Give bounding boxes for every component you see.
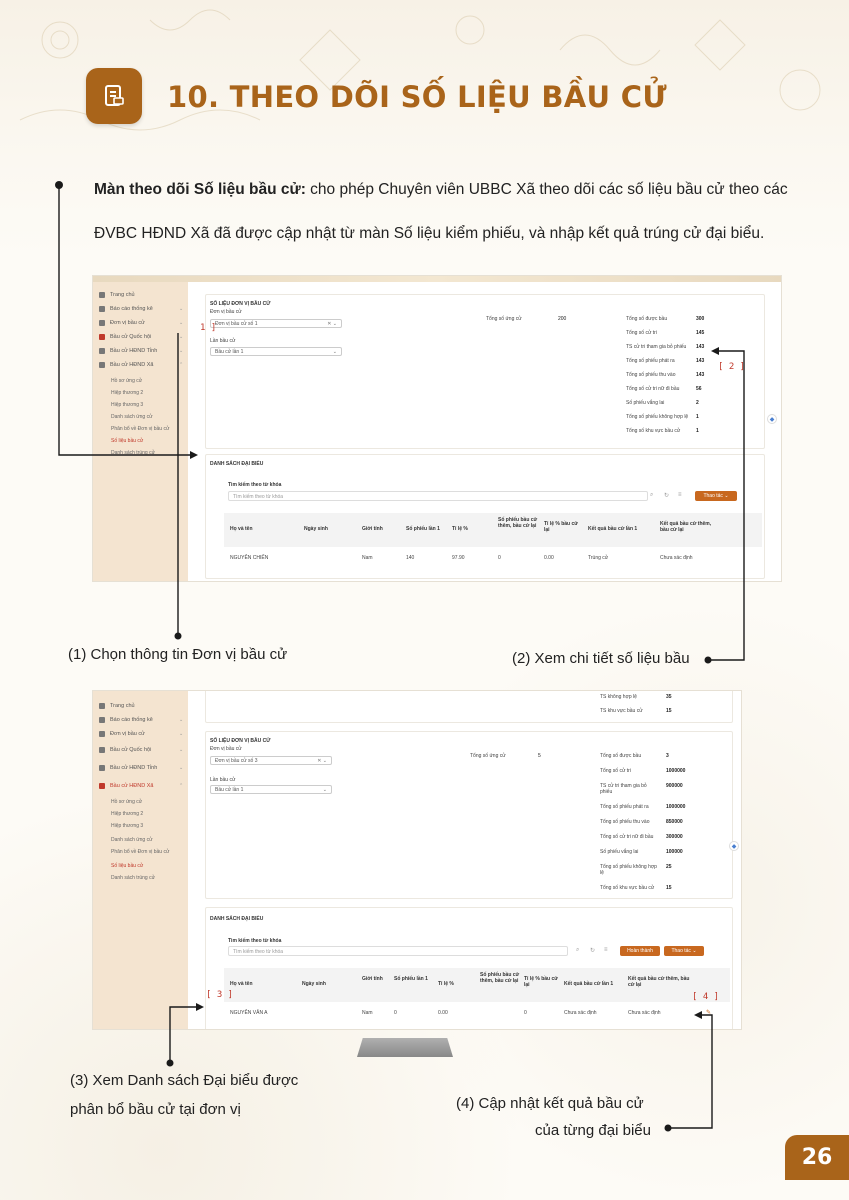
stat-label: Tổng số được bầu <box>600 753 642 759</box>
chevron-down-icon: ⌄ <box>179 746 184 753</box>
caption-4-line-1: (4) Cập nhật kết quả bầu cử <box>456 1095 644 1112</box>
help-icon[interactable]: ◆ <box>767 414 777 424</box>
sidebar-item-national[interactable]: Bầu cử Quốc hội ⌄ <box>99 332 151 341</box>
clear-chevron-icon: ✕ ⌄ <box>317 758 327 764</box>
chart-icon <box>99 717 105 723</box>
search-label: Tìm kiếm theo từ khóa <box>228 938 282 944</box>
stat-value: 100000 <box>666 849 683 855</box>
search-icon[interactable]: ⌕ <box>576 947 580 953</box>
previous-stats-panel <box>205 690 733 723</box>
chevron-down-icon: ⌄ <box>179 305 184 312</box>
sidebar-sub-item[interactable]: Phân bổ về Đơn vị bầu cử <box>111 426 170 432</box>
chart-icon <box>99 306 105 312</box>
grid-icon <box>99 348 105 354</box>
grid-icon <box>99 334 105 340</box>
table-cell: 0 <box>498 555 501 561</box>
sidebar-sub-item-active[interactable]: Số liệu bầu cử <box>111 863 144 869</box>
table-cell: 97.90 <box>452 555 465 561</box>
page-number: 26 <box>785 1135 849 1180</box>
stat-label: Tổng số cử tri <box>600 768 631 774</box>
step-tag-2: [ 2 ] <box>718 362 746 372</box>
intro-paragraph <box>94 168 824 256</box>
unit-label: Đơn vị bầu cử <box>210 746 242 752</box>
col-header: Giới tính <box>362 526 383 532</box>
page-title: 10. THEO DÕI SỐ LIỆU BẦU CỬ <box>167 80 667 114</box>
table-cell: Chưa xác định <box>660 555 693 561</box>
stat-label: Tổng số cử tri nữ đi bầu <box>600 834 654 840</box>
col-header: Tỉ lệ % bầu cử lại <box>524 976 558 988</box>
sidebar-item-province[interactable]: Bầu cử HĐND Tỉnh ⌄ <box>99 346 157 355</box>
candidates-label: Tổng số ứng cử <box>470 753 506 759</box>
caption-2: (2) Xem chi tiết số liệu bầu <box>512 650 690 667</box>
col-header: Kết quả bầu cử thêm, bầu cử lại <box>660 521 712 533</box>
help-icon[interactable]: ◆ <box>729 841 739 851</box>
col-header: Số phiếu bầu cử thêm, bầu cử lại <box>498 517 538 529</box>
actions-button[interactable]: Thao tác ⌄ <box>695 491 737 501</box>
table-cell: Trúng cử <box>588 555 609 561</box>
stat-label: Tổng số cử tri <box>626 330 657 336</box>
col-header: Ngày sinh <box>304 526 328 532</box>
stat-value: 56 <box>696 386 702 392</box>
stat-value: 1000000 <box>666 804 686 810</box>
chevron-down-icon: ⌄ <box>179 716 184 723</box>
sidebar-item-units[interactable]: Đơn vị bầu cử ⌄ <box>99 729 145 738</box>
grid-icon <box>99 731 105 737</box>
col-header: Ngày sinh <box>302 981 326 987</box>
chevron-down-icon: ⌄ <box>179 764 184 771</box>
chevron-down-icon: ⌄ <box>332 349 337 355</box>
stat-value: 900000 <box>666 783 683 789</box>
step-tag-1: 1 ] <box>200 323 217 333</box>
sidebar-item-home[interactable]: Trang chủ <box>99 290 135 299</box>
sidebar <box>93 691 188 1029</box>
col-header: Kết quả bầu cử lần 1 <box>588 526 638 532</box>
stat-value: 2 <box>696 400 699 406</box>
stat-value: 300 <box>696 316 705 322</box>
chevron-down-icon: ⌄ <box>322 787 327 793</box>
sidebar-sub-item[interactable]: Danh sách trúng cử <box>111 450 155 456</box>
edit-icon[interactable]: ✎ <box>706 1010 712 1016</box>
stat-label: TS không hợp lệ <box>600 694 637 700</box>
caption-3-line-1: (3) Xem Danh sách Đại biểu được <box>70 1072 299 1089</box>
chevron-down-icon: ⌄ <box>179 347 184 354</box>
stats-panel <box>205 731 733 899</box>
sidebar-item-province[interactable]: Bầu cử HĐND Tỉnh ⌄ <box>99 763 157 772</box>
clear-chevron-icon: ✕ ⌄ <box>327 321 337 327</box>
table-cell: NGUYỄN CHIẾN <box>230 555 269 561</box>
stat-value: 1000000 <box>666 768 686 774</box>
col-header: Tỉ lệ % bầu cử lại <box>544 521 578 533</box>
stat-value: 300000 <box>666 834 683 840</box>
bullet-dot <box>55 181 63 189</box>
columns-icon[interactable]: ≡ <box>604 947 608 953</box>
actions-button[interactable]: Thao tác ⌄ <box>664 946 704 956</box>
document-edit-icon <box>86 68 142 124</box>
stat-value: 35 <box>666 694 672 700</box>
table-cell: 0 <box>524 1010 527 1016</box>
stats-panel <box>205 294 765 449</box>
stat-value: 145 <box>696 330 705 336</box>
stat-value: 850000 <box>666 819 683 825</box>
table-cell: Nam <box>362 555 373 561</box>
sidebar-sub-item[interactable]: Danh sách trúng cử <box>111 875 155 881</box>
stat-value: 143 <box>696 372 705 378</box>
step-tag-3: [ 3 ] <box>206 990 234 1000</box>
grid-icon <box>99 362 105 368</box>
complete-button[interactable]: Hoàn thành <box>620 946 660 956</box>
col-header: Tỉ lệ % <box>438 981 454 987</box>
delegate-list-panel <box>205 454 765 579</box>
list-title: DANH SÁCH ĐẠI BIỂU <box>210 916 264 922</box>
sidebar <box>93 282 188 581</box>
stat-label: Tổng số khu vực bầu cử <box>600 885 655 891</box>
grid-icon <box>99 320 105 326</box>
chevron-up-icon: ⌃ <box>179 782 184 789</box>
table-cell: Nam <box>362 1010 373 1016</box>
columns-icon[interactable]: ≡ <box>678 492 682 498</box>
col-header: Số phiếu lần 1 <box>394 976 428 982</box>
round-select[interactable]: Bầu cử lần 1 ⌄ <box>210 785 332 794</box>
stat-value: 143 <box>696 358 705 364</box>
stat-label: TS khu vực bầu cử <box>600 708 643 714</box>
col-header: Họ và tên <box>230 981 253 987</box>
stat-label: Tổng số phiếu không hợp lệ <box>600 864 657 876</box>
stat-value: 15 <box>666 708 672 714</box>
stat-label: Tổng số khu vực bầu cử <box>626 428 681 434</box>
section-title: SỐ LIỆU ĐƠN VỊ BẦU CỬ <box>210 738 271 744</box>
grid-icon <box>99 747 105 753</box>
grid-icon <box>99 765 105 771</box>
app-topbar <box>93 276 781 282</box>
candidates-label: Tổng số ứng cử <box>486 316 522 322</box>
grid-icon <box>99 783 105 789</box>
chevron-down-icon: ⌄ <box>179 319 184 326</box>
sidebar-item-home[interactable]: Trang chủ <box>99 701 135 710</box>
home-icon <box>99 292 105 298</box>
refresh-icon[interactable]: ↻ <box>590 948 596 954</box>
list-title: DANH SÁCH ĐẠI BIỂU <box>210 461 264 467</box>
stat-label: Tổng số phiếu thu vào <box>600 819 650 825</box>
table-cell: 140 <box>406 555 415 561</box>
caption-4-line-2: của từng đại biểu <box>535 1122 651 1139</box>
table-cell: Chưa xác định <box>628 1010 661 1016</box>
stat-label: Số phiếu vắng lai <box>600 849 639 855</box>
sidebar-sub-item[interactable]: Hiệp thương 3 <box>111 402 144 408</box>
table-cell: 0 <box>394 1010 397 1016</box>
stat-value: 143 <box>696 344 705 350</box>
sidebar-item-national[interactable]: Bầu cử Quốc hội ⌄ <box>99 745 151 754</box>
stat-value: 25 <box>666 864 672 870</box>
sidebar-sub-item[interactable]: Danh sách ứng cử <box>111 414 153 420</box>
col-header: Số phiếu bầu cử thêm, bầu cử lại <box>480 972 520 984</box>
sidebar-sub-item-active[interactable]: Số liệu bầu cử <box>111 438 144 444</box>
col-header: Tỉ lệ % <box>452 526 468 532</box>
home-icon <box>99 703 105 709</box>
table-cell: 0.00 <box>544 555 554 561</box>
round-label: Lần bầu cử <box>210 777 236 783</box>
delegate-list-panel <box>205 907 733 1030</box>
stat-label: Tổng số phiếu không hợp lệ <box>626 414 689 420</box>
scroll-indicator <box>357 1038 453 1057</box>
stat-value: 3 <box>666 753 669 759</box>
sidebar-sub-item[interactable]: Hiệp thương 3 <box>111 823 144 829</box>
screenshot-2 <box>92 690 742 1030</box>
step-tag-4: [ 4 ] <box>692 992 720 1002</box>
intro-bold: Màn theo dõi Số liệu bầu cử: <box>94 181 306 198</box>
candidates-value: 5 <box>538 753 541 759</box>
unit-label: Đơn vị bầu cử <box>210 309 242 315</box>
sidebar-item-commune[interactable]: Bầu cử HĐND Xã ⌃ <box>99 360 153 369</box>
intro-text: cho phép Chuyên viên UBBC Xã theo dõi các số liệu bầu cử theo các ĐVBC HĐND Xã đã được cập nhật từ màn Số liệu kiểm phiếu, và nhập kết quả trúng cử đại biểu. <box>94 181 788 242</box>
col-header: Kết quả bầu cử lần 1 <box>564 981 614 987</box>
unit-select[interactable]: Đơn vị bầu cử số 3 ✕ ⌄ <box>210 756 332 765</box>
sidebar-sub-item[interactable]: Hồ sơ ứng cử <box>111 799 143 805</box>
col-header: Số phiếu lần 1 <box>406 526 440 532</box>
round-select[interactable]: Bầu cử lần 1 ⌄ <box>210 347 342 356</box>
stat-value: 1 <box>696 414 699 420</box>
caption-3-line-2: phân bổ bầu cử tại đơn vị <box>70 1101 241 1118</box>
refresh-icon[interactable]: ↻ <box>664 493 670 499</box>
sidebar-sub-item[interactable]: Danh sách ứng cử <box>111 837 153 843</box>
stat-label: Tổng số phiếu thu vào <box>626 372 676 378</box>
chevron-down-icon: ⌄ <box>179 730 184 737</box>
table-cell: NGUYỄN VĂN A <box>230 1010 268 1016</box>
chevron-up-icon: ⌃ <box>179 361 184 368</box>
table-cell: 0.00 <box>438 1010 448 1016</box>
stat-value: 1 <box>696 428 699 434</box>
sidebar-item-reports[interactable]: Báo cáo thống kê ⌄ <box>99 715 153 724</box>
sidebar-sub-item[interactable]: Hiệp thương 2 <box>111 811 144 817</box>
caption-1: (1) Chọn thông tin Đơn vị bầu cử <box>68 646 288 663</box>
stat-label: Tổng số cử tri nữ đi bầu <box>626 386 680 392</box>
stat-label: TS cử tri tham gia bỏ phiếu <box>626 344 687 350</box>
stat-label: Số phiếu vắng lai <box>626 400 665 406</box>
stat-label: Tổng số phiếu phát ra <box>600 804 649 810</box>
sidebar-item-reports[interactable]: Báo cáo thống kê ⌄ <box>99 304 153 313</box>
search-input[interactable]: Tìm kiếm theo từ khóa <box>228 491 648 501</box>
search-input[interactable]: Tìm kiếm theo từ khóa <box>228 946 568 956</box>
stat-label: TS cử tri tham gia bỏ phiếu <box>600 783 647 795</box>
search-icon[interactable]: ⌕ <box>650 492 654 498</box>
search-label: Tìm kiếm theo từ khóa <box>228 482 282 488</box>
sidebar-sub-item[interactable]: Hồ sơ ứng cử <box>111 378 143 384</box>
col-header: Kết quả bầu cử thêm, bầu cử lại <box>628 976 690 988</box>
screenshot-1 <box>92 275 782 582</box>
round-label: Lần bầu cử <box>210 338 236 344</box>
sidebar-item-commune[interactable]: Bầu cử HĐND Xã ⌃ <box>99 781 153 790</box>
section-title: SỐ LIỆU ĐƠN VỊ BẦU CỬ <box>210 301 271 307</box>
table-cell: Chưa xác định <box>564 1010 597 1016</box>
col-header: Giới tính <box>362 976 383 982</box>
chevron-down-icon: ⌄ <box>179 333 184 340</box>
stat-label: Tổng số phiếu phát ra <box>626 358 675 364</box>
sidebar-sub-item[interactable]: Phân bổ về Đơn vị bầu cử <box>111 849 170 855</box>
stat-value: 15 <box>666 885 672 891</box>
sidebar-sub-item[interactable]: Hiệp thương 2 <box>111 390 144 396</box>
stat-label: Tổng số được bầu <box>626 316 668 322</box>
col-header: Họ và tên <box>230 526 253 532</box>
candidates-value: 200 <box>558 316 567 322</box>
sidebar-item-units[interactable]: Đơn vị bầu cử ⌄ <box>99 318 145 327</box>
unit-select[interactable]: Đơn vị bầu cử số 1 ✕ ⌄ <box>210 319 342 328</box>
